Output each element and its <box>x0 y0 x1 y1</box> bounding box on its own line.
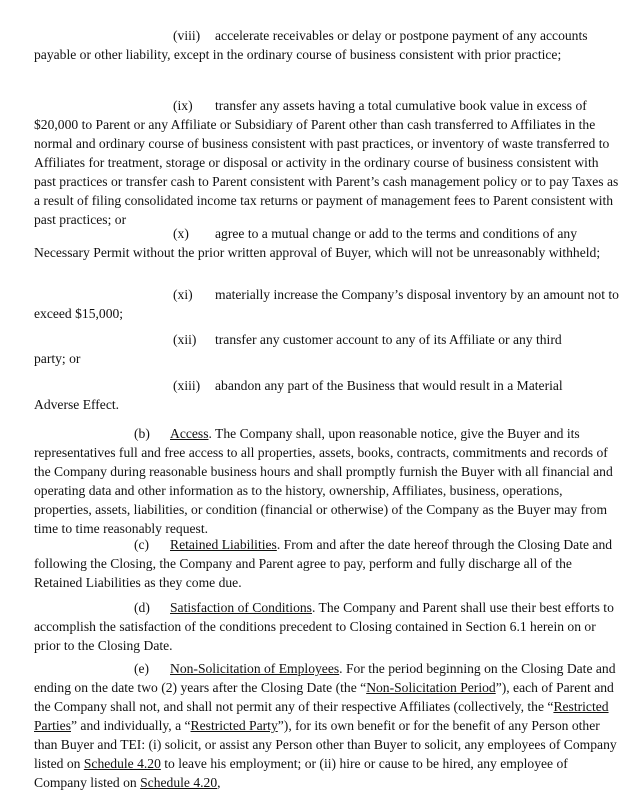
item-xii <box>34 330 619 349</box>
item-text: abandon any part of the Business that would result in a Material <box>215 378 563 393</box>
item-number: (xiii) <box>173 378 201 393</box>
section-text: . From and after the date hereof through the Closing Date and following the Closing, the Company and Parent agree to pay, perform and fully discharge all of the Retained Liabilities as they come due. <box>34 537 613 590</box>
item-text: transfer any assets having a total cumulative book value in excess of $20,000 to Parent or any Affiliate or Subsidiary of Parent other than cash transferred to Affiliates in the normal and ordinary course of business consistent with past practices, or inventory of waste transferred to Affiliates for treatment, storage or disposal or activity in the ordinary course of business consistent with past practices or transfer cash to Parent consistent with Parent’s cash management policy or to pay Taxes as a result of filing consolidated income tax returns or payment of management fees to Parent consistent with past practices; or <box>34 98 619 227</box>
item-text: agree to a mutual change or add to the terms and conditions of any Necessary Permit without the prior written approval of Buyer, which will not be unreasonably withheld; <box>34 226 601 260</box>
schedule-reference: Schedule 4.20 <box>83 756 161 771</box>
item-ix <box>34 96 619 229</box>
defined-term-restricted-party: Restricted Party <box>190 718 278 733</box>
section-d-satisfaction-of-conditions <box>34 598 619 655</box>
item-number: (ix) <box>173 98 193 113</box>
section-text: to leave his employment; or (ii) hire or cause to be hired, any employee of Company listed on <box>34 756 568 790</box>
section-number: (b) <box>134 426 150 441</box>
item-text: accelerate receivables or delay or postpone payment of any accounts payable or other liability, except in the ordinary course of business consistent with prior practice; <box>34 28 588 62</box>
section-text: ” and individually, a “ <box>71 718 191 733</box>
section-text: . The Company and Parent shall use their best efforts to accomplish the satisfaction of the conditions precedent to Closing contained in Section 6.1 herein on or prior to the Closing Date. <box>34 600 614 653</box>
section-e-non-solicitation <box>34 659 619 792</box>
item-text: materially increase the Company’s disposal inventory by an amount not to exceed $15,000; <box>34 287 619 321</box>
item-number: (viii) <box>173 28 201 43</box>
item-x <box>34 224 619 262</box>
section-b-access <box>34 424 619 538</box>
defined-term-non-solicitation-period: Non-Solicitation Period <box>366 680 496 695</box>
section-c-retained-liabilities <box>34 535 619 592</box>
item-xiii <box>34 376 619 395</box>
section-text: . The Company shall, upon reasonable notice, give the Buyer and its representatives full and free access to all properties, assets, books, contracts, commitments and records of the Company during reasonable business hours and shall promptly furnish the Buyer with all financial and operating data and other information as to the history, ownership, Affiliates, business, operations, properties, assets, liabilities, or condition (financial or otherwise) of the Company as the Buyer may from time to time reasonably request. <box>34 426 613 536</box>
item-xii-continuation: party; or <box>34 351 81 366</box>
item-xi <box>34 285 619 323</box>
section-text: , <box>217 775 221 790</box>
item-number: (xii) <box>173 332 197 347</box>
schedule-reference: Schedule 4.20 <box>140 775 218 790</box>
section-number: (e) <box>134 661 150 676</box>
section-text: . For the period beginning on the Closing Date and ending on the date two (2) years after the Closing Date (the “ <box>34 661 616 695</box>
section-title: Satisfaction of Conditions <box>170 600 312 615</box>
section-number: (c) <box>134 537 150 552</box>
section-text: ”), each of Parent and the Company shall not, and shall not permit any of their respective Affiliates (collectively, the “ <box>34 680 614 714</box>
defined-term-restricted-parties: Restricted Parties <box>34 699 609 733</box>
item-xiii-continuation: Adverse Effect. <box>34 397 120 412</box>
item-number: (xi) <box>173 287 193 302</box>
section-text: ”), for its own benefit or for the benefit of any Person other than Buyer and TEI: (i) solicit, or assist any Person other than Buyer to solicit, any employees of Company listed on <box>34 718 617 771</box>
item-number: (x) <box>173 226 189 241</box>
section-title: Access <box>170 426 209 441</box>
section-number: (d) <box>134 600 150 615</box>
item-viii <box>34 26 619 64</box>
item-text: transfer any customer account to any of its Affiliate or any third <box>215 332 562 347</box>
section-title: Retained Liabilities <box>170 537 277 552</box>
section-title: Non-Solicitation of Employees <box>170 661 340 676</box>
